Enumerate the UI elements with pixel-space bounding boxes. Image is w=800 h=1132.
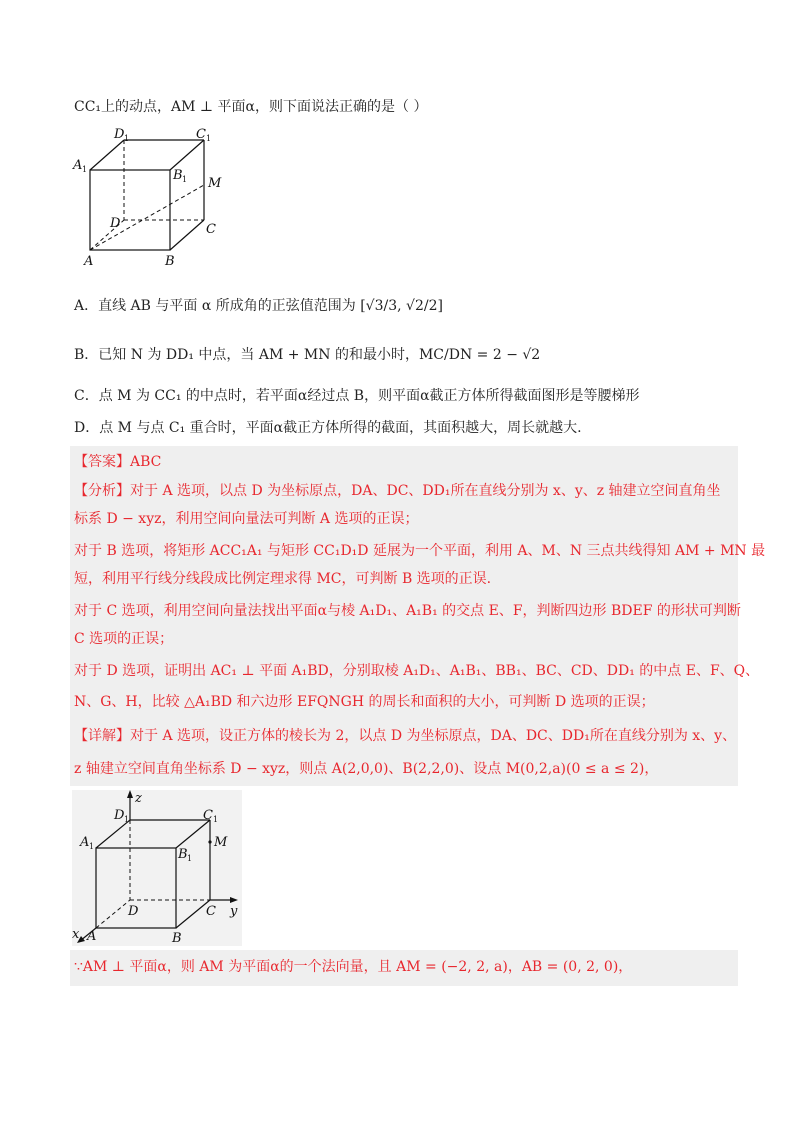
analysis-line-1: 【分析】对于 A 选项，以点 D 为坐标原点，DA、DC、DD₁所在直线分别为 x、y、z 轴建立空间直角坐 — [74, 483, 721, 499]
intro-line: CC₁上的动点，AM ⊥ 平面α，则下面说法正确的是（ ） — [74, 99, 428, 115]
svg-text:M: M — [208, 176, 222, 191]
svg-text:1: 1 — [206, 134, 212, 143]
svg-text:1: 1 — [182, 175, 188, 184]
svg-text:x: x — [72, 927, 80, 942]
svg-text:C: C — [206, 222, 216, 237]
option-c: C．点 M 为 CC₁ 的中点时，若平面α经过点 B，则平面α截正方体所得截面图形是等腰梯形 — [74, 388, 640, 404]
analysis-line-7: 对于 D 选项，证明出 AC₁ ⊥ 平面 A₁BD，分别取棱 A₁D₁、A₁B₁、BB₁、BC、CD、DD₁ 的中点 E、F、Q、 — [74, 663, 760, 679]
svg-text:B: B — [165, 254, 175, 269]
svg-text:B: B — [172, 931, 182, 946]
svg-text:A: A — [80, 835, 90, 850]
svg-text:D: D — [110, 216, 121, 231]
analysis-line-6: C 选项的正误； — [74, 631, 174, 647]
svg-text:1: 1 — [89, 842, 95, 851]
svg-text:B: B — [173, 168, 183, 183]
analysis-line-8: N、G、H，比较 △A₁BD 和六边形 EFQNGH 的周长和面积的大小，可判断 D 选项的正误； — [74, 694, 655, 710]
svg-text:D: D — [114, 808, 125, 823]
svg-text:B: B — [178, 847, 188, 862]
svg-text:1: 1 — [187, 854, 193, 863]
detail-line-1: 【详解】对于 A 选项，设正方体的棱长为 2，以点 D 为坐标原点，DA、DC、DD₁所在直线分别为 x、y、 — [74, 728, 737, 744]
svg-text:A: A — [73, 158, 83, 173]
option-a: A．直线 AB 与平面 α 所成角的正弦值范围为 [√3/3, √2/2] — [74, 298, 443, 314]
analysis-line-2: 标系 D − xyz，利用空间向量法可判断 A 选项的正误； — [74, 511, 419, 527]
svg-text:C: C — [196, 127, 206, 142]
svg-text:1: 1 — [124, 815, 130, 824]
svg-text:A: A — [84, 254, 94, 269]
detail-line-2: z 轴建立空间直角坐标系 D − xyz，则点 A(2,0,0)、B(2,2,0)、设点 M(0,2,a)(0 ≤ a ≤ 2)， — [74, 761, 659, 777]
svg-text:1: 1 — [124, 134, 130, 143]
svg-text:y: y — [230, 904, 238, 919]
svg-text:A: A — [87, 929, 97, 944]
svg-text:D: D — [128, 904, 139, 919]
svg-text:C: C — [206, 904, 216, 919]
analysis-line-4: 短，利用平行线分线段成比例定理求得 MC，可判断 B 选项的正误. — [74, 571, 492, 587]
option-d: D．点 M 与点 C₁ 重合时，平面α截正方体所得的截面，其面积越大，周长就越大. — [74, 420, 582, 436]
svg-text:1: 1 — [213, 815, 219, 824]
answer-line: 【答案】ABC — [74, 454, 162, 470]
svg-text:C: C — [203, 808, 213, 823]
svg-text:1: 1 — [82, 165, 88, 174]
option-b: B．已知 N 为 DD₁ 中点，当 AM + MN 的和最小时，MC/DN = 2 − √2 — [74, 347, 541, 363]
analysis-line-3: 对于 B 选项，将矩形 ACC₁A₁ 与矩形 CC₁D₁D 延展为一个平面，利用 A、M、N 三点共线得知 AM + MN 最 — [74, 543, 766, 559]
svg-text:D: D — [114, 127, 125, 142]
cube-figure-2 — [72, 790, 242, 946]
svg-text:M: M — [214, 835, 228, 850]
cube-figure-1 — [72, 125, 232, 270]
svg-text:z: z — [135, 791, 142, 806]
last-line: ∵AM ⊥ 平面α，则 AM 为平面α的一个法向量，且 AM = (−2, 2, a)，AB = (0, 2, 0)， — [74, 959, 633, 975]
analysis-line-5: 对于 C 选项，利用空间向量法找出平面α与棱 A₁D₁、A₁B₁ 的交点 E、F，判断四边形 BDEF 的形状可判断 — [74, 603, 741, 619]
